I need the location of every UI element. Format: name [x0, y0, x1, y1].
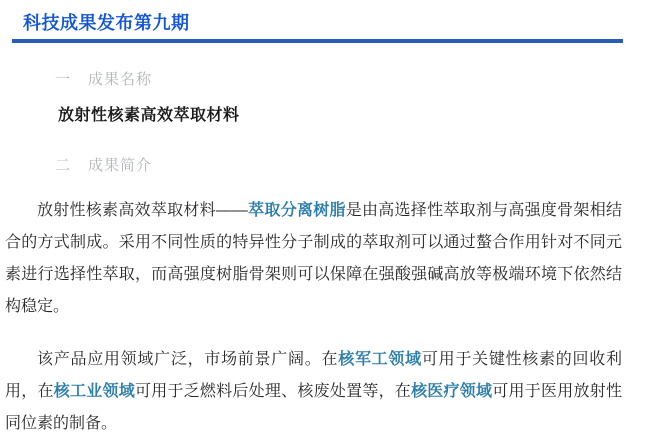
body-text: 可用于乏燃料后处理、核废处置等，在	[134, 383, 412, 400]
intro-paragraph-1	[5, 195, 622, 323]
body-text: 放射性核素高效萃取材料——	[37, 202, 248, 219]
body-text: 该产品应用领域广泛，市场前景广阔。在	[37, 351, 339, 368]
body-text: 可用于关键性核素的回收利用，在	[5, 351, 622, 400]
section-heading-achievement-name	[55, 71, 645, 89]
highlight-term: 萃取分离树脂	[247, 202, 346, 219]
body-text: 是由高选择性萃取剂与高强度骨架相结合的方式制成。采用不同性质的特异性分子制成的萃取剂可以通过螯合作用针对不同元素进行选择性萃取，而高强度树脂骨架则可以保障在强酸强碱高放等极端环境下依然结构稳定。	[5, 202, 622, 315]
achievement-name: 放射性核素高效萃取材料	[58, 107, 240, 124]
intro-paragraph-2	[5, 344, 622, 440]
highlight-term: 核军工领域	[338, 351, 422, 368]
section-number: 二	[55, 157, 72, 174]
title-underline-rule	[12, 39, 623, 43]
highlight-term: 核工业领域	[53, 383, 135, 400]
section-label: 成果名称	[88, 71, 153, 88]
body-text: 可用于医用放射性同位素的制备。	[5, 383, 622, 432]
page-title: 科技成果发布第九期	[23, 13, 190, 33]
highlight-term: 核医疗领域	[411, 383, 493, 400]
section-label: 成果简介	[88, 157, 153, 174]
section-heading-achievement-intro	[55, 157, 645, 175]
section-number: 一	[55, 71, 72, 88]
